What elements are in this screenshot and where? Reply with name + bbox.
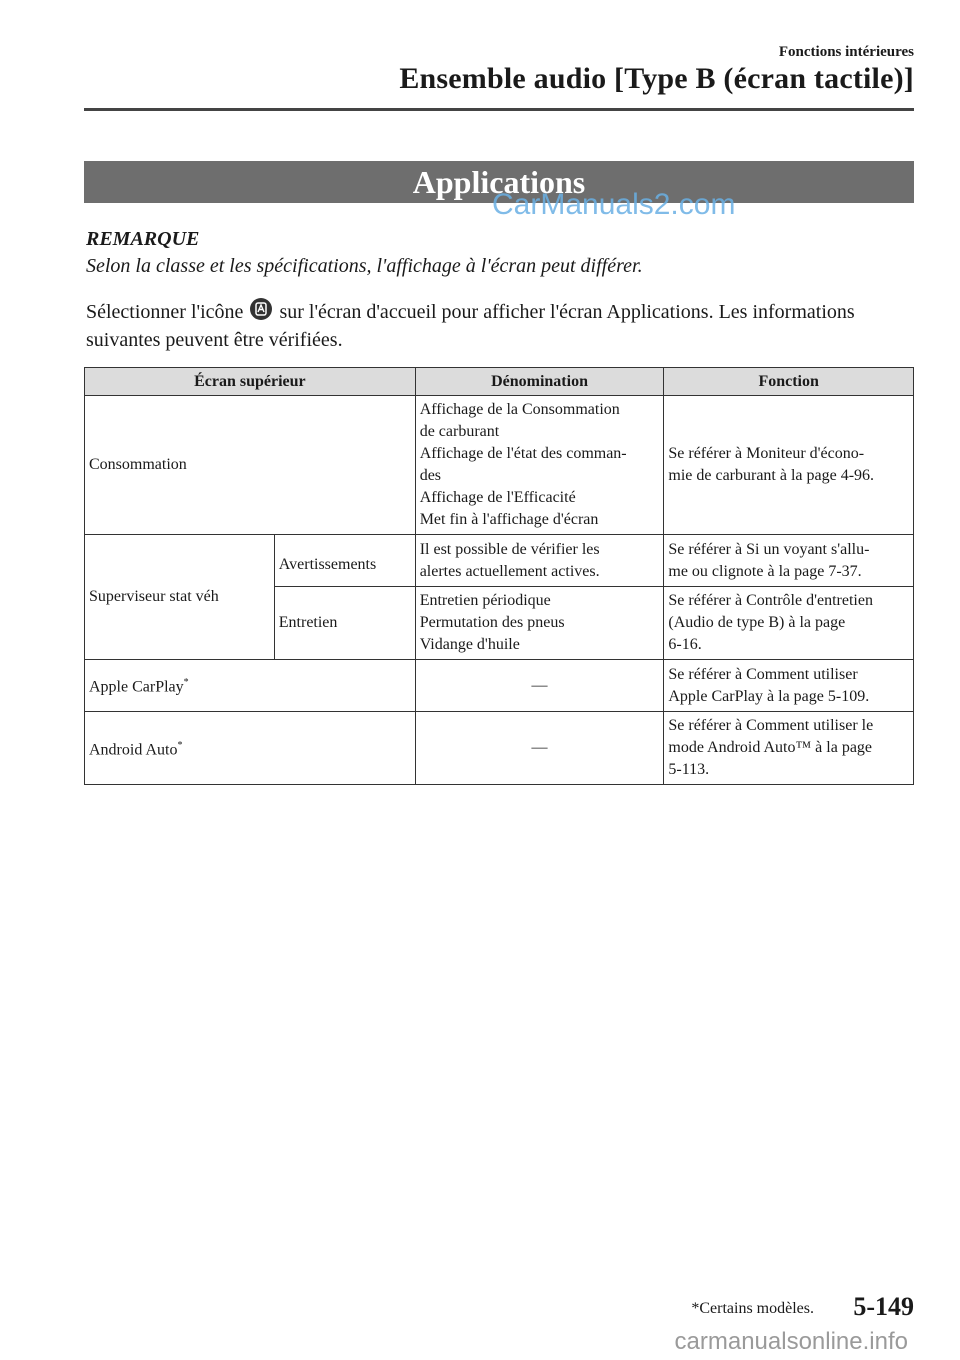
- table-header-row: [85, 368, 914, 396]
- cell-sub-label: Avertissements: [274, 535, 415, 587]
- cell-top-screen: Apple CarPlay*: [85, 660, 416, 712]
- footer-watermark: carmanualsonline.info: [674, 1328, 908, 1355]
- page-title: Ensemble audio [Type B (écran tactile)]: [399, 62, 914, 95]
- cell-function: Se référer à Comment utiliser Apple CarPlay à la page 5-109.: [664, 660, 914, 712]
- cell-top-screen: Android Auto*: [85, 712, 416, 785]
- table-row: [85, 535, 914, 587]
- section-banner: Applications: [84, 161, 914, 203]
- cell-function: Se référer à Si un voyant s'allu- me ou clignote à la page 7-37.: [664, 535, 914, 587]
- cell-sub-label: Entretien: [274, 587, 415, 660]
- header-top-screen: Écran supérieur: [85, 368, 416, 396]
- intro-after-icon: sur l'écran d'accueil pour afficher l'écran Applications. Les informations suivantes peuvent être vérifiées.: [86, 301, 855, 351]
- table-row: [85, 396, 914, 535]
- header-name: Dénomination: [415, 368, 664, 396]
- watermark-text: CarManuals2.com: [492, 188, 736, 221]
- cell-function: Se référer à Comment utiliser le mode Android Auto™ à la page 5-113.: [664, 712, 914, 785]
- cell-name: —: [415, 712, 664, 785]
- intro-paragraph: [86, 298, 886, 354]
- page-number: 5-149: [853, 1292, 914, 1321]
- note-title: REMARQUE: [86, 228, 200, 250]
- header-divider: [84, 108, 914, 111]
- cell-top-screen: Consommation: [85, 396, 416, 535]
- applications-icon: [250, 298, 272, 320]
- cell-name: Entretien périodique Permutation des pneus Vidange d'huile: [415, 587, 664, 660]
- cell-function: Se référer à Contrôle d'entretien (Audio de type B) à la page 6-16.: [664, 587, 914, 660]
- cell-name: Affichage de la Consommation de carburant Affichage de l'état des comman- des Affichage de l'Efficacité Met fin à l'affichage d'écran: [415, 396, 664, 535]
- header-function: Fonction: [664, 368, 914, 396]
- cell-name: —: [415, 660, 664, 712]
- intro-before-icon: Sélectionner l'icône: [86, 301, 244, 323]
- cell-function: Se référer à Moniteur d'écono- mie de carburant à la page 4-96.: [664, 396, 914, 535]
- note-text: Selon la classe et les spécifications, l'affichage à l'écran peut différer.: [86, 255, 643, 277]
- cell-name: Il est possible de vérifier les alertes actuellement actives.: [415, 535, 664, 587]
- table-row: [85, 660, 914, 712]
- cell-top-screen: Superviseur stat véh: [85, 535, 275, 660]
- footnote: *Certains modèles.: [691, 1300, 814, 1317]
- table-row: [85, 712, 914, 785]
- applications-table: [84, 367, 914, 785]
- header-section: Fonctions intérieures: [778, 44, 914, 60]
